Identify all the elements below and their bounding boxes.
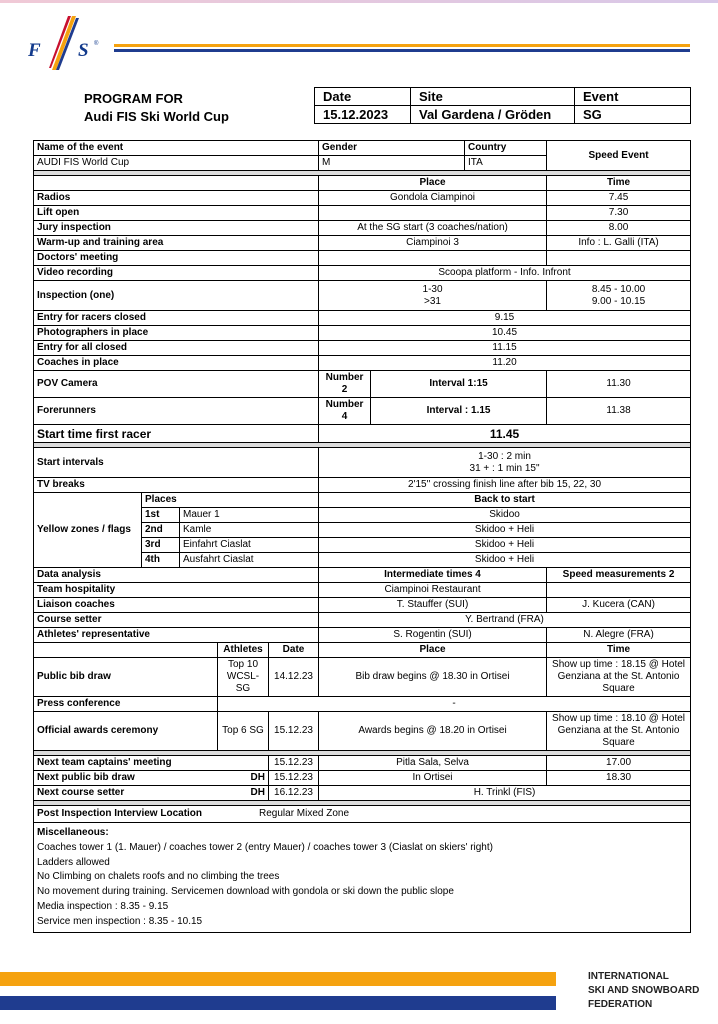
awards-time: Show up time : 18.10 @ Hotel Genziana at the St. Antonio Square [547, 712, 691, 751]
row-label: Course setter [34, 613, 319, 628]
row-label: Forerunners [34, 398, 319, 425]
place-header: Place [319, 176, 547, 191]
next-date: 15.12.23 [269, 771, 319, 786]
table-row [34, 643, 691, 658]
row-value: 11.15 [319, 341, 691, 356]
federation-line-2: SKI AND SNOWBOARD [588, 985, 700, 996]
row-label: Team hospitality [34, 583, 319, 598]
table-row [34, 236, 691, 251]
row-label: Start intervals [34, 448, 319, 478]
table-row [34, 281, 691, 311]
table-row [34, 613, 691, 628]
table-row [34, 493, 691, 508]
logo-letter-s: S [78, 40, 90, 61]
table-row [34, 326, 691, 341]
row-label: Photographers in place [34, 326, 319, 341]
start-time-value: 11.45 [319, 425, 691, 443]
table-row [34, 658, 691, 697]
row-label: Athletes' representative [34, 628, 319, 643]
speed-measurements: Speed measurements 2 [547, 568, 691, 583]
awards-athletes: Top 6 SG [218, 712, 269, 751]
row-time: 11.38 [547, 398, 691, 425]
next-setter-value: H. Trinkl (FIS) [319, 786, 691, 801]
row-time: 7.45 [547, 191, 691, 206]
program-line-1: PROGRAM FOR [84, 91, 183, 106]
federation-line-1: INTERNATIONAL [588, 971, 669, 982]
program-line-2: Audi FIS Ski World Cup [84, 109, 229, 124]
table-row [34, 398, 691, 425]
time-header: Time [547, 176, 691, 191]
next-date: 16.12.23 [269, 786, 319, 801]
program-table [33, 140, 691, 933]
yellow-pos: 4th [142, 553, 180, 568]
row-value: Y. Bertrand (FRA) [319, 613, 691, 628]
event-info-table [314, 87, 691, 124]
federation-name [588, 970, 699, 1012]
table-row [34, 697, 691, 712]
interval-line-1: 1-30 : 2 min [478, 450, 531, 462]
row-time [547, 281, 691, 311]
table-row [34, 712, 691, 751]
table-row [34, 448, 691, 478]
yellow-place: Mauer 1 [180, 508, 319, 523]
liaison-b: J. Kucera (CAN) [547, 598, 691, 613]
event-value: SG [575, 106, 691, 124]
table-row [34, 371, 691, 398]
misc-line: Media inspection : 8.35 - 9.15 [37, 900, 169, 912]
table-row [34, 823, 691, 933]
logo-slash-icon [42, 14, 82, 72]
next-discipline: DH [218, 771, 269, 786]
table-row [34, 478, 691, 493]
next-time: 18.30 [547, 771, 691, 786]
table-row [34, 756, 691, 771]
misc-line: No Climbing on chalets roofs and no climbing the trees [37, 871, 280, 883]
table-row [34, 628, 691, 643]
country-value: ITA [465, 156, 547, 171]
table-row [34, 341, 691, 356]
row-value: 11.20 [319, 356, 691, 371]
next-place: Pitla Sala, Selva [319, 756, 547, 771]
row-label: Official awards ceremony [34, 712, 218, 751]
post-inspection-value: Regular Mixed Zone [259, 808, 350, 819]
misc-title: Miscellaneous: [37, 827, 109, 838]
table-row [34, 191, 691, 206]
intermediate-times: Intermediate times 4 [319, 568, 547, 583]
awards-place: Awards begins @ 18.20 in Ortisei [319, 712, 547, 751]
country-label: Country [465, 141, 547, 156]
yellow-pos: 3rd [142, 538, 180, 553]
row-label: Doctors' meeting [34, 251, 319, 266]
date-header: Date [269, 643, 319, 658]
row-value: 10.45 [319, 326, 691, 341]
row-label: Entry for all closed [34, 341, 319, 356]
top-decorative-line [0, 0, 718, 3]
yellow-place: Kamle [180, 523, 319, 538]
back-to-start-header: Back to start [319, 493, 691, 508]
table-row [34, 786, 691, 801]
table-row [34, 206, 691, 221]
row-label: Inspection (one) [34, 281, 319, 311]
next-time: 17.00 [547, 756, 691, 771]
table-row [34, 356, 691, 371]
row-label: Coaches in place [34, 356, 319, 371]
row-time: 7.30 [547, 206, 691, 221]
yellow-back: Skidoo + Heli [319, 538, 691, 553]
next-date: 15.12.23 [269, 756, 319, 771]
yellow-pos: 2nd [142, 523, 180, 538]
yellow-back: Skidoo + Heli [319, 523, 691, 538]
bib-time: Show up time : 18.15 @ Hotel Genziana at the St. Antonio Square [547, 658, 691, 697]
logo-letter-f: F [28, 40, 42, 61]
event-name-label: Name of the event [34, 141, 319, 156]
row-label: Radios [34, 191, 319, 206]
row-label: Warm-up and training area [34, 236, 319, 251]
yellow-back: Skidoo [319, 508, 691, 523]
inspection-group-1: 1-30 [422, 283, 443, 295]
table-row [34, 568, 691, 583]
row-place: Ciampinoi Restaurant [319, 583, 547, 598]
row-label: TV breaks [34, 478, 319, 493]
next-place: In Ortisei [319, 771, 547, 786]
header-color-bars [114, 44, 690, 54]
row-label: Video recording [34, 266, 319, 281]
date-value: 15.12.2023 [315, 106, 411, 124]
bib-place: Bib draw begins @ 18.30 in Ortisei [319, 658, 547, 697]
footer-color-bars [0, 972, 556, 1010]
rep-a: S. Rogentin (SUI) [319, 628, 547, 643]
misc-line: Service men inspection : 8.35 - 10.15 [37, 915, 203, 927]
forerunners-number: Number 4 [319, 398, 371, 425]
next-discipline: DH [218, 786, 269, 801]
gender-value: M [319, 156, 465, 171]
yellow-place: Einfahrt Ciaslat [180, 538, 319, 553]
press-value: - [218, 697, 691, 712]
table-row [34, 425, 691, 443]
table-row [34, 806, 691, 823]
fis-logo [28, 14, 108, 72]
yellow-place: Ausfahrt Ciaslat [180, 553, 319, 568]
interval-line-2: 31 + : 1 min 15" [469, 462, 540, 474]
pov-interval: Interval 1:15 [371, 371, 547, 398]
rep-b: N. Alegre (FRA) [547, 628, 691, 643]
program-title [84, 90, 229, 126]
row-label: Next public bib draw [34, 771, 218, 786]
place-header-2: Place [319, 643, 547, 658]
yellow-back: Skidoo + Heli [319, 553, 691, 568]
post-inspection-row [34, 806, 691, 823]
table-row [34, 251, 691, 266]
row-label: Liaison coaches [34, 598, 319, 613]
row-value: 2'15'' crossing finish line after bib 15, 22, 30 [319, 478, 691, 493]
speed-event-label: Speed Event [547, 141, 691, 171]
row-label: Lift open [34, 206, 319, 221]
row-time: 8.00 [547, 221, 691, 236]
row-value: Scoopa platform - Info. Infront [319, 266, 691, 281]
table-row [34, 771, 691, 786]
yellow-zones-label: Yellow zones / flags [34, 493, 142, 568]
inspection-time-2: 9.00 - 10.15 [591, 295, 646, 307]
row-label: Entry for racers closed [34, 311, 319, 326]
row-place [319, 281, 547, 311]
site-value: Val Gardena / Gröden [411, 106, 575, 124]
bib-athletes: Top 10 WCSL-SG [218, 658, 269, 697]
row-time: Info : L. Galli (ITA) [547, 236, 691, 251]
row-value: 9.15 [319, 311, 691, 326]
inspection-time-1: 8.45 - 10.00 [591, 283, 646, 295]
row-label: Jury inspection [34, 221, 319, 236]
table-row [34, 311, 691, 326]
misc-line: No movement during training. Servicemen download with gondola or ski down the public slope [37, 886, 454, 898]
row-time: 11.30 [547, 371, 691, 398]
post-inspection-label: Post Inspection Interview Location [37, 808, 203, 819]
row-place: At the SG start (3 coaches/nation) [319, 221, 547, 236]
pov-number: Number 2 [319, 371, 371, 398]
row-label: Public bib draw [34, 658, 218, 697]
table-row [34, 583, 691, 598]
forerunners-interval: Interval : 1.15 [371, 398, 547, 425]
event-label: Event [575, 88, 691, 106]
row-label: Next team captains' meeting [34, 756, 269, 771]
miscellaneous-block [34, 823, 691, 933]
table-row [34, 221, 691, 236]
gender-label: Gender [319, 141, 465, 156]
table-row [34, 598, 691, 613]
date-label: Date [315, 88, 411, 106]
federation-line-3: FEDERATION [588, 999, 653, 1010]
bib-date: 14.12.23 [269, 658, 319, 697]
awards-date: 15.12.23 [269, 712, 319, 751]
row-label: POV Camera [34, 371, 319, 398]
athletes-header: Athletes [218, 643, 269, 658]
row-label: Press conference [34, 697, 218, 712]
start-time-label: Start time first racer [34, 425, 319, 443]
places-header: Places [142, 493, 319, 508]
row-value [319, 448, 691, 478]
misc-line: Coaches tower 1 (1. Mauer) / coaches tower 2 (entry Mauer) / coaches tower 3 (Ciaslat on skiers' right) [37, 841, 493, 853]
row-label: Data analysis [34, 568, 319, 583]
inspection-group-2: >31 [424, 295, 441, 307]
site-label: Site [411, 88, 575, 106]
row-label: Next course setter [34, 786, 218, 801]
time-header-2: Time [547, 643, 691, 658]
logo-registered: ® [94, 41, 99, 47]
liaison-a: T. Stauffer (SUI) [319, 598, 547, 613]
event-name-value: AUDI FIS World Cup [34, 156, 319, 171]
yellow-pos: 1st [142, 508, 180, 523]
row-place: Ciampinoi 3 [319, 236, 547, 251]
table-row [34, 266, 691, 281]
misc-line: Ladders allowed [37, 856, 110, 868]
row-place: Gondola Ciampinoi [319, 191, 547, 206]
